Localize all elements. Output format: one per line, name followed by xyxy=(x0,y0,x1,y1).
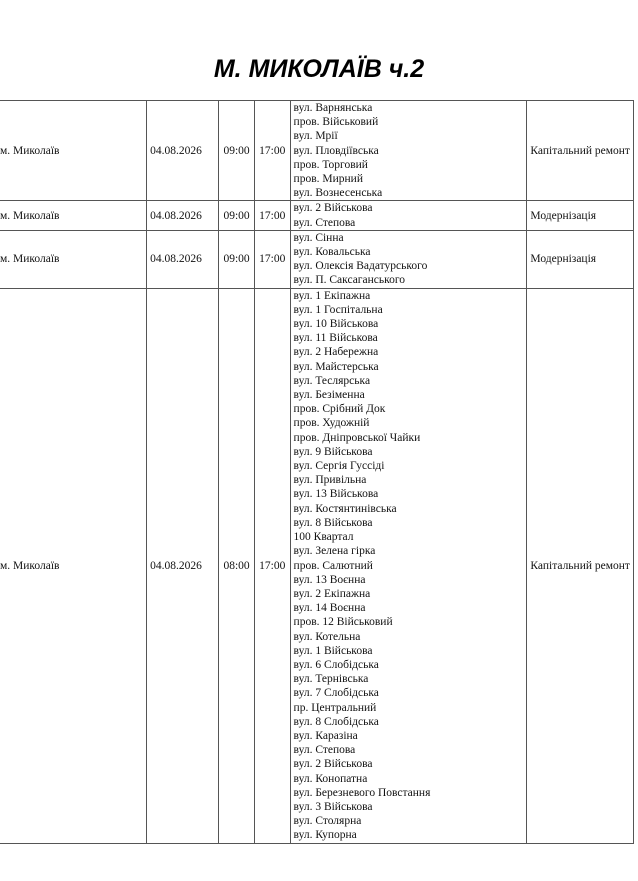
street-item: вул. 1 Військова xyxy=(293,644,373,657)
end-time-cell: 17:00 xyxy=(254,201,290,230)
street-item: вул. 2 Набережна xyxy=(293,346,379,359)
street-item: вул. 2 Екіпажна xyxy=(293,587,371,600)
table-row xyxy=(0,101,634,201)
streets-cell xyxy=(290,230,527,288)
table-row xyxy=(0,201,634,230)
street-item: пров. Срібний Док xyxy=(293,403,386,416)
street-item: вул. 2 Військова xyxy=(293,202,373,215)
streets-cell xyxy=(290,101,527,201)
work-type-cell: Модернізація xyxy=(527,201,634,230)
street-item: вул. Купорна xyxy=(293,829,357,842)
street-item: вул. Березневого Повстання xyxy=(293,786,431,799)
street-item: вул. 8 Слобідська xyxy=(293,715,379,728)
start-time-cell: 09:00 xyxy=(219,101,255,201)
street-item: вул. Пловдіївська xyxy=(293,144,379,157)
street-item: вул. Сінна xyxy=(293,231,344,244)
street-item: вул. Мрії xyxy=(293,130,338,143)
end-time-cell: 17:00 xyxy=(254,101,290,201)
date-cell: 04.08.2026 xyxy=(147,201,219,230)
street-item: пров. Мирний xyxy=(293,173,363,186)
page-title: М. МИКОЛАЇВ ч.2 xyxy=(213,55,425,83)
street-item: вул. 8 Військова xyxy=(293,516,373,529)
street-item: вул. Вознесенська xyxy=(293,187,383,200)
end-time-cell: 17:00 xyxy=(254,230,290,288)
street-item: вул. 1 Екіпажна xyxy=(293,289,371,302)
street-item: вул. Котельна xyxy=(293,630,361,643)
street-item: пров. Художній xyxy=(293,417,370,430)
street-item: вул. 6 Слобідська xyxy=(293,658,379,671)
street-item: вул. Ковальська xyxy=(293,246,371,259)
street-item: пров. 12 Військовий xyxy=(293,616,393,629)
street-item: вул. 2 Військова xyxy=(293,758,373,771)
street-item: вул. Тернівська xyxy=(293,673,369,686)
street-item: вул. 3 Військова xyxy=(293,800,373,813)
street-item: вул. Сергія Гуссіді xyxy=(293,460,385,473)
street-item: вул. Каразіна xyxy=(293,729,358,742)
street-item: вул. Варнянська xyxy=(293,102,373,114)
street-item: вул. 11 Військова xyxy=(293,332,378,345)
city-cell: м. Миколаїв xyxy=(0,230,147,288)
street-item: вул. Столярна xyxy=(293,815,362,828)
street-item: вул. Костянтинівська xyxy=(293,502,397,515)
street-item: вул. П. Саксаганського xyxy=(293,274,406,287)
street-item: пров. Салютний xyxy=(293,559,373,572)
street-item: пров. Військовий xyxy=(293,116,379,129)
start-time-cell: 08:00 xyxy=(219,288,255,843)
streets-cell xyxy=(290,201,527,230)
street-item: вул. 13 Воєнна xyxy=(293,573,366,586)
street-item: вул. Безіменна xyxy=(293,389,365,402)
date-cell: 04.08.2026 xyxy=(147,288,219,843)
work-type-cell: Модернізація xyxy=(527,230,634,288)
table-row xyxy=(0,230,634,288)
date-cell: 04.08.2026 xyxy=(147,230,219,288)
table-row xyxy=(0,288,634,843)
start-time-cell: 09:00 xyxy=(219,230,255,288)
outage-schedule-table xyxy=(0,100,634,844)
work-type-cell: Капітальний ремонт xyxy=(527,101,634,201)
date-cell: 04.08.2026 xyxy=(147,101,219,201)
city-cell: м. Миколаїв xyxy=(0,201,147,230)
street-item: вул. Степова xyxy=(293,216,356,229)
street-item: вул. Зелена гірка xyxy=(293,545,376,558)
street-item: вул. Майстерська xyxy=(293,360,379,373)
street-item: вул. 1 Госпітальна xyxy=(293,303,383,316)
end-time-cell: 17:00 xyxy=(254,288,290,843)
streets-cell xyxy=(290,288,527,843)
street-item: вул. 9 Військова xyxy=(293,445,373,458)
street-item: вул. 7 Слобідська xyxy=(293,687,379,700)
street-item: пров. Дніпровської Чайки xyxy=(293,431,421,444)
work-type-cell: Капітальний ремонт xyxy=(527,288,634,843)
street-item: вул. 10 Військова xyxy=(293,318,379,331)
start-time-cell: 09:00 xyxy=(219,201,255,230)
street-item: вул. Привільна xyxy=(293,474,367,487)
city-cell: м. Миколаїв xyxy=(0,288,147,843)
street-item: вул. 14 Воєнна xyxy=(293,602,366,615)
street-item: вул. Степова xyxy=(293,744,356,757)
street-item: пров. Торговий xyxy=(293,158,368,171)
street-item: вул. Конопатна xyxy=(293,772,368,785)
street-item: пр. Центральний xyxy=(293,701,377,714)
city-cell: м. Миколаїв xyxy=(0,101,147,201)
street-item: вул. 13 Військова xyxy=(293,488,379,501)
street-item: вул. Теслярська xyxy=(293,374,371,387)
street-item: вул. Олексія Вадатурського xyxy=(293,260,428,273)
street-item: 100 Квартал xyxy=(293,531,354,544)
